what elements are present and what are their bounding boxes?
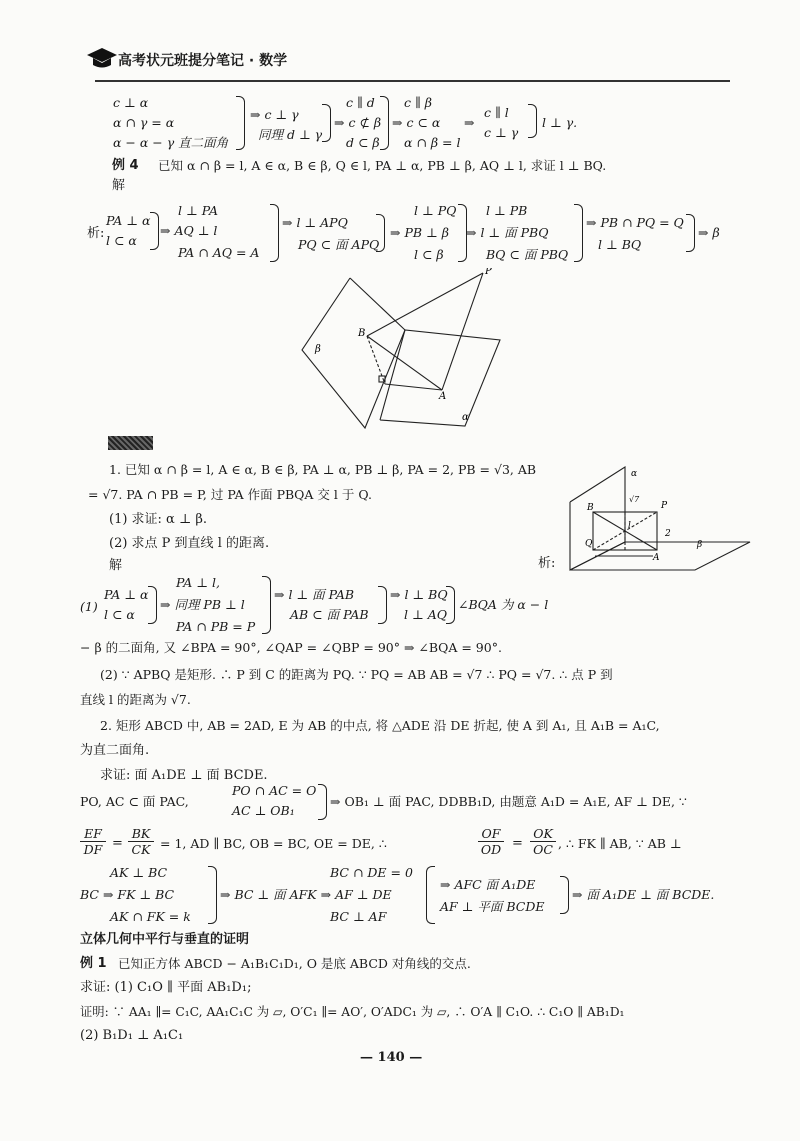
b1-c5-2: c ⊥ γ [484, 125, 519, 140]
brace [560, 876, 569, 914]
b1-c3-1: ⇒ c ⊄ β [334, 115, 382, 130]
b1-c2-0: ⇒ c ⊥ γ [250, 107, 299, 122]
geometry-figure-2 [565, 462, 760, 572]
analysis-prefix: 析: [87, 226, 105, 241]
frac4-den: OC [530, 841, 556, 857]
q2-s1-pre: PO, AC ⊂ 面 PAC, [80, 794, 189, 809]
fig1-label-beta: β [315, 344, 321, 355]
a1-g3-1: PQ ⊂ 面 APQ [298, 237, 380, 252]
brace [376, 214, 385, 252]
page-number: — 140 — [360, 1050, 423, 1065]
fig2-label-sqrt7: √7 [629, 495, 640, 504]
sol1-g4-1: l ⊥ AQ [404, 607, 447, 622]
sol1-g3-0: ⇒ l ⊥ 面 PAB [274, 587, 355, 602]
fig1-label-alpha: α [462, 412, 469, 423]
fig2-label-q: Q [585, 539, 593, 549]
brace [686, 214, 695, 252]
section-ex1-text: 已知正方体 ABCD − A₁B₁C₁D₁, O 是底 ABCD 对角线的交点. [118, 956, 471, 971]
fig2-label-a: A [653, 553, 660, 563]
q1-solve: 解 [109, 558, 123, 573]
brace [236, 96, 245, 150]
a1-g4-1: ⇒ PB ⊥ β [390, 225, 449, 240]
mortarboard-icon [86, 46, 118, 70]
brace [574, 204, 583, 262]
example-4-solve: 解 [112, 178, 126, 193]
q2-line-2: 为直二面角. [80, 743, 150, 758]
section-ex1-q2: (2) B₁D₁ ⊥ A₁C₁ [80, 1028, 184, 1043]
a1-g5-2: BQ ⊂ 面 PBQ [486, 247, 569, 262]
sol1-line-2: − β 的二面角, 又 ∠BPA = 90°, ∠QAP = ∠QBP = 90° ⇒ ∠BQA = 90°. [80, 640, 502, 655]
fig2-label-p: P [661, 501, 668, 511]
section-title: 立体几何中平行与垂直的证明 [80, 932, 250, 947]
q1-line-1: 1. 已知 α ∩ β = l, A ∈ α, B ∈ β, PA ⊥ α, PB ⊥ β, PA = 2, PB = √3, AB [109, 462, 537, 477]
q2-s3-g1-1: BC ⇒ FK ⊥ BC [80, 887, 175, 902]
b1-c4-1: ⇒ c ⊂ α [392, 115, 441, 130]
b1-c3-2: d ⊂ β [346, 135, 380, 150]
q2-s1-post: ⇒ OB₁ ⊥ 面 PAC, DDBB₁D, 由题意 A₁D = A₁E, AF ⊥ DE, ∵ [330, 794, 687, 809]
frac1-num: EF [84, 826, 102, 841]
brace [150, 212, 159, 250]
q2-s3-g3-1: AF ⊥ 平面 BCDE [440, 899, 545, 914]
header-rule [95, 80, 730, 82]
a1-g3-0: ⇒ l ⊥ APQ [282, 215, 348, 230]
a1-g5-1: ⇒ l ⊥ 面 PBQ [466, 225, 549, 240]
brace [322, 104, 331, 142]
brace [446, 586, 455, 624]
q1-analysis-label: 析: [538, 556, 556, 571]
brace [528, 104, 537, 138]
sol1-lead: (1) [80, 599, 98, 614]
fig2-label-two: 2 [665, 529, 671, 539]
q2-prove: 求证: 面 A₁DE ⊥ 面 BCDE. [100, 768, 268, 783]
b1-c3-0: c ∥ d [346, 95, 375, 110]
fig1-label-p: P [485, 268, 492, 277]
a1-g2-0: l ⊥ PA [178, 203, 218, 218]
brace [148, 586, 157, 624]
a1-g6-1: l ⊥ BQ [598, 237, 642, 252]
sol1-g2-0: PA ⊥ l, [176, 575, 220, 590]
frac3-num: OF [481, 826, 501, 841]
fig1-label-b: B [358, 328, 366, 339]
q1-line-2: = √7. PA ∩ PB = P, 过 PA 作面 PBQA 交 l 于 Q. [88, 487, 372, 502]
fig2-label-b: B [587, 503, 594, 513]
a1-g2-2: PA ∩ AQ = A [178, 245, 260, 260]
q2-s3-g3-0: ⇒ AFC 面 A₁DE [440, 877, 536, 892]
brace [318, 784, 327, 820]
b1-tail: l ⊥ γ. [542, 115, 578, 130]
section-ex1-label: 例 1 [80, 956, 107, 971]
frac3 [478, 826, 504, 857]
geometry-figure-1 [295, 268, 520, 433]
frac1-den: DF [80, 841, 106, 857]
q2-s2-post: , ∴ FK ∥ AB, ∵ AB ⊥ [558, 836, 682, 851]
brace [378, 586, 387, 624]
b1-c1-0: c ⊥ α [113, 95, 149, 110]
sol1-g1-1: l ⊂ α [104, 607, 135, 622]
brace [208, 866, 217, 924]
q2-s3-g2-0: BC ∩ DE = 0 [330, 865, 413, 880]
a1-g1-0: PA ⊥ α [106, 213, 151, 228]
q2-s3-g2-1: BC ⊥ AF [330, 909, 387, 924]
frac1 [80, 826, 106, 857]
header-title: 高考状元班提分笔记 · 数学 [118, 53, 288, 69]
q2-s3-g1-2: AK ∩ FK = k [110, 909, 191, 924]
b1-c5-0: ⇒ [464, 115, 475, 130]
fig2-label-beta: β [697, 540, 703, 550]
q1-part-b: (2) 求点 P 到直线 l 的距离. [109, 536, 270, 551]
q2-s3-tail: ⇒ 面 A₁DE ⊥ 面 BCDE. [572, 887, 715, 902]
sol2-line-1: (2) ∵ APBQ 是矩形. ∴ P 到 C 的距离为 PQ. ∵ PQ = AB AB = √7 ∴ PQ = √7. ∴ 点 P 到 [100, 667, 613, 682]
sol1-g3-1: AB ⊂ 面 PAB [290, 607, 369, 622]
sol1-g2-2: PA ∩ PB = P [176, 619, 256, 634]
b1-c4-2: α ∩ β = l [404, 135, 461, 150]
b1-c4-0: c ∥ β [404, 95, 432, 110]
eq-sign: = [112, 836, 123, 851]
frac2-den: CK [128, 841, 154, 857]
brace [426, 866, 435, 924]
a1-tail: ⇒ β [698, 225, 720, 240]
q2-s3-g1-0: AK ⊥ BC [110, 865, 168, 880]
brace [380, 96, 389, 150]
a1-g4-2: l ⊂ β [414, 247, 444, 262]
frac3-den: OD [478, 841, 504, 857]
brace [262, 576, 271, 634]
a1-g1-1: l ⊂ α [106, 233, 137, 248]
section-ex1-proof: 证明: ∵ AA₁ ∥= C₁C, AA₁C₁C 为 ▱, O′C₁ ∥= AO′, O′ADC₁ 为 ▱, ∴ O′A ∥ C₁O. ∴ C₁O ∥ AB₁D₁ [80, 1005, 625, 1019]
fig2-label-l: l [628, 521, 631, 531]
sol1-g2-1: ⇒ 同理 PB ⊥ l [160, 597, 245, 612]
sol2-line-2: 直线 l 的距离为 √7. [80, 692, 191, 707]
frac4-num: OK [533, 826, 553, 841]
a1-g5-0: l ⊥ PB [486, 203, 528, 218]
q2-s1-b0: PO ∩ AC = O [232, 783, 317, 798]
q2-line-1: 2. 矩形 ABCD 中, AB = 2AD, E 为 AB 的中点, 将 △ADE 沿 DE 折起, 使 A 到 A₁, 且 A₁B = A₁C, [100, 718, 660, 733]
eq-sign: = [512, 836, 523, 851]
sol1-g1-0: PA ⊥ α [104, 587, 149, 602]
a1-g2-1: ⇒ AQ ⊥ l [160, 223, 218, 238]
b1-c5-1: c ∥ l [484, 105, 509, 120]
fig2-label-alpha: α [631, 469, 638, 479]
frac2 [128, 826, 154, 857]
q1-part-a: (1) 求证: α ⊥ β. [109, 512, 207, 527]
fig1-label-a: A [439, 391, 447, 402]
frac2-num: BK [131, 826, 151, 841]
b1-c1-2: α − α − γ 直二面角 [113, 135, 229, 150]
b1-c2-1: 同理 d ⊥ γ [258, 127, 323, 142]
frac4 [530, 826, 556, 857]
brace [270, 204, 279, 262]
sol1-tail: ∠BQA 为 α − l [458, 597, 549, 612]
q2-s1-b1: AC ⊥ OB₁ [232, 803, 295, 818]
a1-g6-0: ⇒ PB ∩ PQ = Q [586, 215, 684, 230]
example-4-label: 例 4 [112, 158, 139, 173]
a1-g4-0: l ⊥ PQ [414, 203, 457, 218]
b1-c1-1: α ∩ γ = α [113, 115, 175, 130]
q2-s2-mid: = 1, AD ∥ BC, OB = BC, OE = DE, ∴ [160, 836, 387, 851]
section-ex1-q1: 求证: (1) C₁O ∥ 平面 AB₁D₁; [80, 980, 252, 995]
sol1-g4-0: ⇒ l ⊥ BQ [390, 587, 448, 602]
q2-s3-mid: ⇒ BC ⊥ 面 AFK ⇒ AF ⊥ DE [220, 887, 392, 902]
example-4-text: 已知 α ∩ β = l, A ∈ α, B ∈ β, Q ∈ l, PA ⊥ α, PB ⊥ β, AQ ⊥ l, 求证 l ⊥ BQ. [158, 158, 607, 173]
